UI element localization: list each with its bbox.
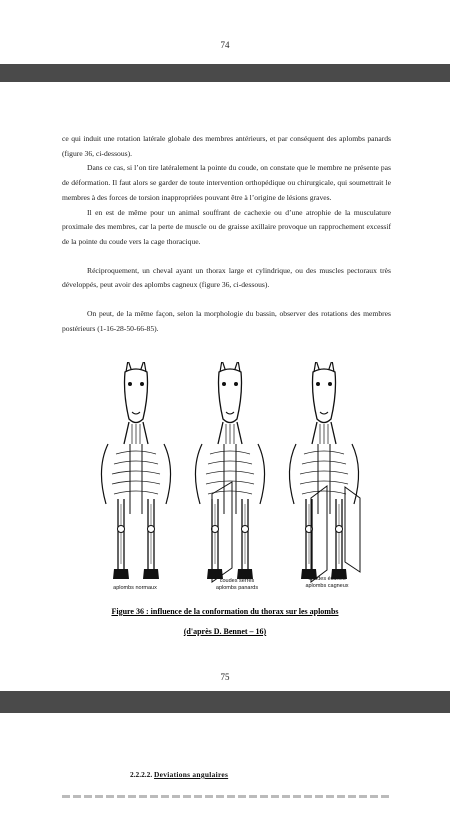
- paragraph-4: Réciproquement, un cheval ayant un thorax large et cylindrique, ou des muscles pectoraux très développés, peut avoir des aplombs cagneux (figure 36, ci-dessous).: [62, 265, 391, 290]
- section-number: 2.2.2.2.: [130, 770, 153, 779]
- next-page: [0, 713, 450, 813]
- figure-credit: (d'après D. Bennet – 16): [183, 627, 267, 636]
- paragraph-2: Dans ce cas, si l’on tire latéralement la pointe du coude, on constate que le membre ne présente pas de déformation. Il faut alors se garder de toute intervention orthopédique ou chirurgicale, qui soumettrait le membres à des forces de torsion inappropriées pouvant être à l’origine de lésions graves.: [62, 163, 391, 202]
- page-number: 74: [220, 40, 230, 50]
- figure-36: [92, 362, 368, 592]
- paragraph-1: ce qui induit une rotation latérale globale des membres antérieurs, et par conséquent des aplombs panards (figure 36, ci-dessous).: [62, 134, 391, 158]
- paragraph-5: On peut, de la même façon, selon la morphologie du bassin, observer des rotations des membres postérieurs (1-16-28-50-66-85).: [62, 309, 391, 333]
- section-title: Deviations angulaires: [154, 770, 229, 779]
- figure-caption: Figure 36 : influence de la conformation du thorax sur les aplombs: [111, 607, 339, 616]
- body-text: [62, 132, 391, 336]
- cut-off-text-line: [62, 795, 391, 798]
- horse-normal: [101, 362, 170, 579]
- figure-label-panard: coudes serrés aplombs panards: [215, 578, 259, 591]
- figure-label-cagneux: coudes écartés aplombs cagneux: [305, 576, 349, 589]
- section-heading: [130, 770, 228, 779]
- previous-page: [0, 0, 450, 64]
- horse-cagneux: [289, 362, 358, 579]
- paragraph-3: Il en est de même pour un animal souffrant de cachexie ou d’une atrophie de la musculature proximale des membres, car la perte de muscle ou de graisse axillaire provoque un rapprochement excessif de la pointe du coude vers la cage thoracique.: [62, 207, 391, 246]
- page-number: 75: [220, 672, 230, 682]
- figure-label-normal: aplombs normaux: [113, 585, 157, 591]
- horse-panard: [195, 362, 264, 579]
- horse-skeleton-illustration: [92, 362, 368, 592]
